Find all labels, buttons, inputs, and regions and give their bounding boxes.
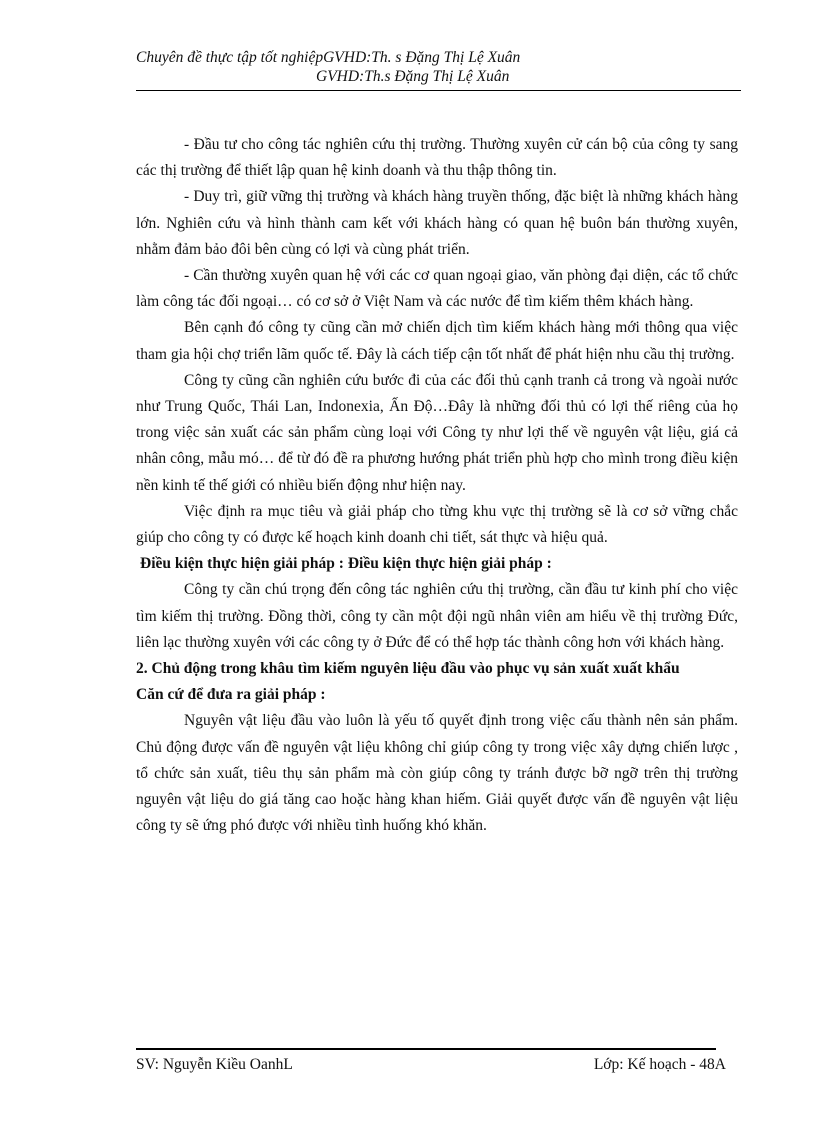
document-body [136,132,738,839]
paragraph-foreign-relations: - Cần thường xuyên quan hệ với các cơ quan ngoại giao, văn phòng đại diện, các tổ chức làm công tác đối ngoại… có cơ sở ở Việt Nam và các nước để tìm kiếm thêm khách hàng. [136,267,738,311]
paragraph-conditions: Công ty cần chú trọng đến công tác nghiên cứu thị trường, cần đầu tư kinh phí cho việc tìm kiếm thị trường. Đồng thời, công ty cần một đội ngũ nhân viên am hiểu về thị trường Đức, liên lạc thường xuyên với các công ty ở Đức để có thể hợp tác thành công hơn với khách hàng. [136,581,738,651]
paragraph-market-research: - Đầu tư cho công tác nghiên cứu thị trường. Thường xuyên cử cán bộ của công ty sang các thị trường để thiết lập quan hệ kinh doanh và thu thập thông tin. [136,136,738,180]
paragraph-competitors: Công ty cũng cần nghiên cứu bước đi của các đối thủ cạnh tranh cả trong và ngoài nước như Trung Quốc, Thái Lan, Indonexia, Ấn Độ…Đây là những đối thủ có lợi thế riêng của họ trong việc sản xuất các sản phẩm cùng loại với Công ty như lợi thế về nguyên vật liệu, giá cả nhân công, mẫu mó… để từ đó đề ra phương hướng phát triển phù hợp cho mình trong điều kiện nền kinh tế thế giới có nhiều biến động như hiện nay. [136,371,738,494]
header-line-2: GVHD:Th.s Đặng Thị Lệ Xuân [316,68,510,85]
paragraph-objectives: Việc định ra mục tiêu và giải pháp cho từng khu vực thị trường sẽ là cơ sở vững chắc giúp cho công ty có được kế hoạch kinh doanh chi tiết, sát thực và hiệu quả. [136,502,738,547]
footer-divider [136,1048,716,1050]
page-header [136,48,741,86]
heading-conditions: Điều kiện thực hiện giải pháp : Điều kiện thực hiện giải pháp : [140,555,552,573]
footer-class: Lớp: Kế hoạch - 48A [593,1056,726,1073]
heading-basis: Căn cứ để đưa ra giải pháp : [136,686,326,704]
heading-section-2: 2. Chủ động trong khâu tìm kiếm nguyên liệu đầu vào phục vụ sản xuất xuất khẩu [136,660,680,678]
paragraph-maintain-customers: - Duy trì, giữ vững thị trường và khách hàng truyền thống, đặc biệt là những khách hàng lớn. Nghiên cứu và hình thành cam kết với khách hàng có quan hệ buôn bán thường xuyên, nhằm đảm bảo đôi bên cùng có lợi và cùng phát triển. [136,188,738,258]
footer-student: SV: Nguyễn Kiều OanhL [136,1056,293,1073]
header-line-1: Chuyên đề thực tập tốt nghiệpGVHD:Th. s Đặng Thị Lệ Xuân [136,49,521,66]
paragraph-trade-fairs: Bên cạnh đó công ty cũng cần mở chiến dịch tìm kiếm khách hàng mới thông qua việc tham gia hội chợ triển lãm quốc tế. Đây là cách tiếp cận tốt nhất để phát hiện nhu cầu thị trường. [136,319,738,363]
paragraph-raw-materials: Nguyên vật liệu đầu vào luôn là yếu tố quyết định trong việc cấu thành nên sản phẩm. Chủ động được vấn đề nguyên vật liệu không chỉ giúp công ty trong việc xây dựng chiến lược , tổ chức sản xuất, tiêu thụ sản phẩm mà còn giúp công ty tránh được bỡ ngỡ trên thị trường nguyên vật liệu do giá tăng cao hoặc hàng khan hiếm. Giải quyết được vấn đề nguyên vật liệu công ty sẽ ứng phó được với nhiều tình huống khó khăn. [136,712,738,835]
page-footer [136,1056,726,1074]
header-divider [136,90,741,91]
